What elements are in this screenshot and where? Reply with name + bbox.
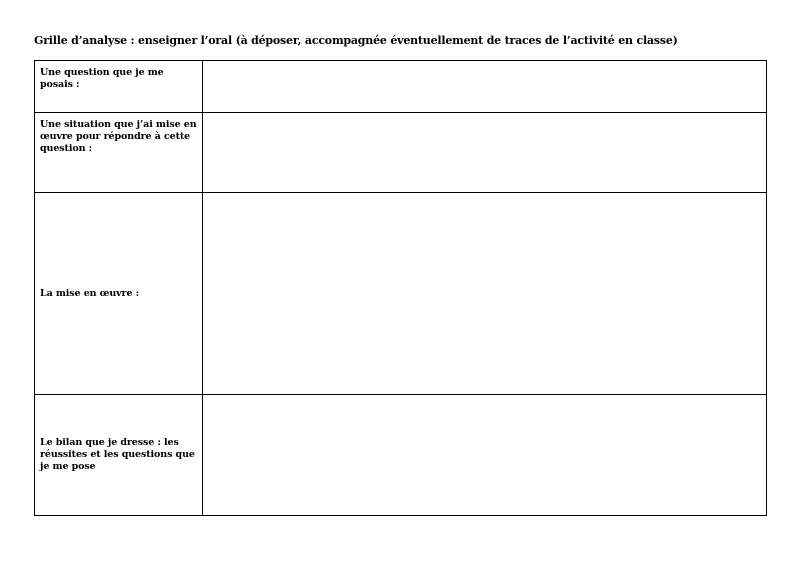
row-label-implementation: La mise en œuvre : xyxy=(40,287,140,299)
page-title: Grille d’analyse : enseigner l’oral (à déposer, accompagnée éventuellement de traces de l’activité en classe) xyxy=(34,34,678,47)
row-label-cell xyxy=(35,395,203,516)
answer-cell-implementation[interactable] xyxy=(203,192,767,394)
grid-row-assessment xyxy=(35,395,767,516)
grid-row-question xyxy=(35,61,767,113)
row-label-cell xyxy=(35,192,203,394)
row-label-cell xyxy=(35,113,203,193)
answer-cell-question[interactable] xyxy=(203,61,767,113)
grid-row-situation xyxy=(35,113,767,193)
analysis-grid xyxy=(34,60,767,516)
grid-row-implementation xyxy=(35,192,767,394)
answer-cell-situation[interactable] xyxy=(203,113,767,193)
row-label-situation: Une situation que j’ai mise en œuvre pour répondre à cette question : xyxy=(40,119,197,155)
answer-cell-assessment[interactable] xyxy=(203,395,767,516)
row-label-assessment: Le bilan que je dresse : les réussites et les questions que je me pose xyxy=(40,437,195,473)
row-label-cell xyxy=(35,61,203,113)
row-label-question: Une question que je me posais : xyxy=(40,67,164,90)
